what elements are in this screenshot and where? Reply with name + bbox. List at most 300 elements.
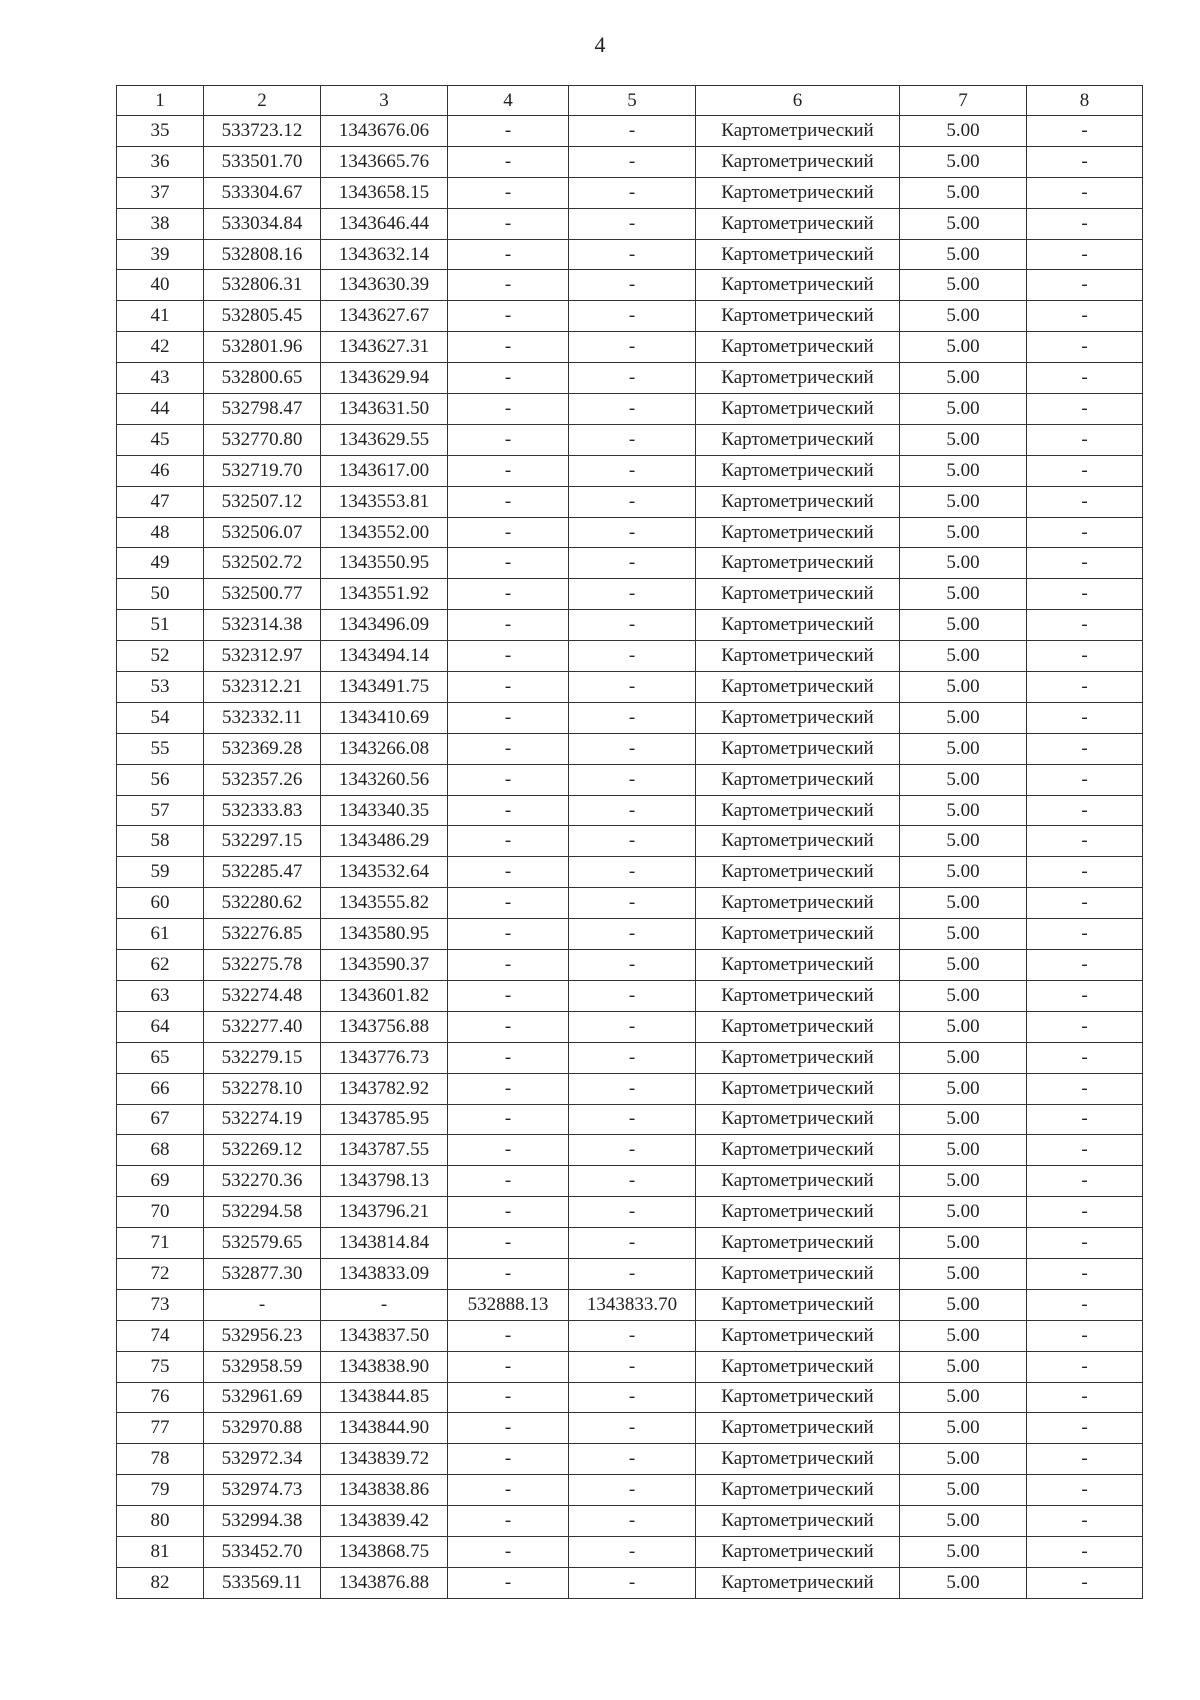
table-cell-col-2: 532502.72 xyxy=(204,548,321,579)
table-cell-col-7: 5.00 xyxy=(900,579,1027,610)
table-cell-col-3: 1343552.00 xyxy=(321,517,448,548)
table-cell-col-1: 45 xyxy=(117,424,204,455)
table-cell-col-2: 532808.16 xyxy=(204,239,321,270)
table-cell-col-3: 1343658.15 xyxy=(321,177,448,208)
table-cell-col-7: 5.00 xyxy=(900,641,1027,672)
table-row xyxy=(117,1228,1143,1259)
table-cell-col-8: - xyxy=(1027,1042,1143,1073)
table-cell-col-8: - xyxy=(1027,1166,1143,1197)
table-row xyxy=(117,363,1143,394)
table-cell-col-2: 532369.28 xyxy=(204,733,321,764)
table-cell-col-4: - xyxy=(448,1073,569,1104)
table-cell-col-3: 1343629.55 xyxy=(321,424,448,455)
table-cell-col-3: 1343838.90 xyxy=(321,1351,448,1382)
table-cell-col-7: 5.00 xyxy=(900,980,1027,1011)
table-cell-col-1: 73 xyxy=(117,1289,204,1320)
table-cell-col-1: 64 xyxy=(117,1011,204,1042)
table-cell-col-4: - xyxy=(448,733,569,764)
table-cell-col-7: 5.00 xyxy=(900,826,1027,857)
table-cell-col-5: - xyxy=(569,733,696,764)
table-cell-col-1: 52 xyxy=(117,641,204,672)
table-cell-col-6: Картометрический xyxy=(696,641,900,672)
table-cell-col-1: 81 xyxy=(117,1536,204,1567)
table-cell-col-6: Картометрический xyxy=(696,1536,900,1567)
table-cell-col-6: Картометрический xyxy=(696,826,900,857)
table-cell-col-6: Картометрический xyxy=(696,486,900,517)
table-cell-col-3: 1343833.09 xyxy=(321,1258,448,1289)
table-cell-col-2: 533034.84 xyxy=(204,208,321,239)
table-cell-col-6: Картометрический xyxy=(696,888,900,919)
table-cell-col-2: 532579.65 xyxy=(204,1228,321,1259)
table-cell-col-4: - xyxy=(448,1197,569,1228)
table-cell-col-4: - xyxy=(448,116,569,147)
table-row xyxy=(117,177,1143,208)
table-cell-col-8: - xyxy=(1027,486,1143,517)
table-cell-col-2: 532280.62 xyxy=(204,888,321,919)
table-cell-col-1: 59 xyxy=(117,857,204,888)
table-cell-col-8: - xyxy=(1027,919,1143,950)
table-cell-col-3: 1343756.88 xyxy=(321,1011,448,1042)
table-cell-col-8: - xyxy=(1027,733,1143,764)
table-cell-col-3: 1343839.42 xyxy=(321,1506,448,1537)
table-cell-col-4: 532888.13 xyxy=(448,1289,569,1320)
table-cell-col-2: 532805.45 xyxy=(204,301,321,332)
table-row xyxy=(117,610,1143,641)
table-cell-col-6: Картометрический xyxy=(696,332,900,363)
table-row xyxy=(117,1413,1143,1444)
table-cell-col-2: 532798.47 xyxy=(204,394,321,425)
table-cell-col-8: - xyxy=(1027,301,1143,332)
table-row xyxy=(117,1567,1143,1598)
header-row xyxy=(117,86,1143,116)
table-cell-col-7: 5.00 xyxy=(900,424,1027,455)
table-header xyxy=(117,86,1143,116)
table-cell-col-2: 533569.11 xyxy=(204,1567,321,1598)
table-row xyxy=(117,919,1143,950)
table-row xyxy=(117,116,1143,147)
table-cell-col-2: 532970.88 xyxy=(204,1413,321,1444)
table-row xyxy=(117,764,1143,795)
table-cell-col-7: 5.00 xyxy=(900,950,1027,981)
table-cell-col-6: Картометрический xyxy=(696,177,900,208)
table-cell-col-6: Картометрический xyxy=(696,1166,900,1197)
table-cell-col-8: - xyxy=(1027,1228,1143,1259)
table-cell-col-5: - xyxy=(569,672,696,703)
table-cell-col-8: - xyxy=(1027,116,1143,147)
table-cell-col-5: - xyxy=(569,1228,696,1259)
table-cell-col-1: 50 xyxy=(117,579,204,610)
table-cell-col-7: 5.00 xyxy=(900,1567,1027,1598)
table-cell-col-3: 1343340.35 xyxy=(321,795,448,826)
table-cell-col-6: Картометрический xyxy=(696,146,900,177)
table-cell-col-5: - xyxy=(569,116,696,147)
table-cell-col-7: 5.00 xyxy=(900,702,1027,733)
table-cell-col-5: - xyxy=(569,270,696,301)
table-cell-col-3: 1343496.09 xyxy=(321,610,448,641)
table-cell-col-5: - xyxy=(569,517,696,548)
table-cell-col-2: 533452.70 xyxy=(204,1536,321,1567)
table-cell-col-6: Картометрический xyxy=(696,702,900,733)
table-cell-col-4: - xyxy=(448,980,569,1011)
table-cell-col-1: 63 xyxy=(117,980,204,1011)
table-cell-col-3: 1343665.76 xyxy=(321,146,448,177)
table-row xyxy=(117,208,1143,239)
table-cell-col-5: - xyxy=(569,641,696,672)
table-cell-col-6: Картометрический xyxy=(696,301,900,332)
table-cell-col-1: 71 xyxy=(117,1228,204,1259)
table-cell-col-2: 533304.67 xyxy=(204,177,321,208)
table-cell-col-6: Картометрический xyxy=(696,1382,900,1413)
table-cell-col-4: - xyxy=(448,764,569,795)
table-cell-col-1: 49 xyxy=(117,548,204,579)
table-cell-col-3: 1343868.75 xyxy=(321,1536,448,1567)
table-cell-col-8: - xyxy=(1027,888,1143,919)
table-cell-col-2: 532278.10 xyxy=(204,1073,321,1104)
table-cell-col-2: 533501.70 xyxy=(204,146,321,177)
table-cell-col-3: 1343844.85 xyxy=(321,1382,448,1413)
table-cell-col-4: - xyxy=(448,424,569,455)
table-cell-col-3: 1343776.73 xyxy=(321,1042,448,1073)
table-cell-col-8: - xyxy=(1027,1197,1143,1228)
table-cell-col-3: 1343550.95 xyxy=(321,548,448,579)
table-cell-col-6: Картометрический xyxy=(696,1073,900,1104)
table-cell-col-4: - xyxy=(448,332,569,363)
table-cell-col-8: - xyxy=(1027,424,1143,455)
table-cell-col-3: - xyxy=(321,1289,448,1320)
table-cell-col-2: 532972.34 xyxy=(204,1444,321,1475)
table-cell-col-6: Картометрический xyxy=(696,424,900,455)
table-row xyxy=(117,1073,1143,1104)
table-cell-col-4: - xyxy=(448,888,569,919)
table-cell-col-5: - xyxy=(569,208,696,239)
table-cell-col-1: 66 xyxy=(117,1073,204,1104)
table-cell-col-8: - xyxy=(1027,1073,1143,1104)
column-header-3: 3 xyxy=(321,86,448,116)
table-cell-col-8: - xyxy=(1027,332,1143,363)
table-cell-col-2: 532974.73 xyxy=(204,1475,321,1506)
table-cell-col-4: - xyxy=(448,1536,569,1567)
table-cell-col-8: - xyxy=(1027,1567,1143,1598)
table-cell-col-6: Картометрический xyxy=(696,1413,900,1444)
table-cell-col-2: 532274.19 xyxy=(204,1104,321,1135)
table-cell-col-3: 1343676.06 xyxy=(321,116,448,147)
table-cell-col-5: - xyxy=(569,1567,696,1598)
table-cell-col-2: 532276.85 xyxy=(204,919,321,950)
table-cell-col-7: 5.00 xyxy=(900,1320,1027,1351)
table-cell-col-6: Картометрический xyxy=(696,363,900,394)
table-cell-col-1: 70 xyxy=(117,1197,204,1228)
table-cell-col-8: - xyxy=(1027,826,1143,857)
table-cell-col-5: - xyxy=(569,1166,696,1197)
table-cell-col-6: Картометрический xyxy=(696,764,900,795)
table-cell-col-7: 5.00 xyxy=(900,116,1027,147)
table-cell-col-6: Картометрический xyxy=(696,980,900,1011)
table-cell-col-2: 532314.38 xyxy=(204,610,321,641)
table-cell-col-3: 1343632.14 xyxy=(321,239,448,270)
table-cell-col-4: - xyxy=(448,208,569,239)
table-cell-col-3: 1343590.37 xyxy=(321,950,448,981)
table-cell-col-3: 1343260.56 xyxy=(321,764,448,795)
table-cell-col-4: - xyxy=(448,301,569,332)
table-cell-col-1: 41 xyxy=(117,301,204,332)
table-cell-col-7: 5.00 xyxy=(900,1197,1027,1228)
table-cell-col-1: 67 xyxy=(117,1104,204,1135)
table-cell-col-2: 532297.15 xyxy=(204,826,321,857)
table-row xyxy=(117,1135,1143,1166)
table-cell-col-2: 532806.31 xyxy=(204,270,321,301)
table-cell-col-1: 37 xyxy=(117,177,204,208)
table-cell-col-4: - xyxy=(448,795,569,826)
table-cell-col-1: 60 xyxy=(117,888,204,919)
table-cell-col-6: Картометрический xyxy=(696,239,900,270)
table-cell-col-3: 1343266.08 xyxy=(321,733,448,764)
table-cell-col-2: 532500.77 xyxy=(204,579,321,610)
coordinates-table xyxy=(116,85,1143,1599)
table-cell-col-2: 532294.58 xyxy=(204,1197,321,1228)
table-cell-col-1: 39 xyxy=(117,239,204,270)
table-cell-col-7: 5.00 xyxy=(900,363,1027,394)
table-cell-col-6: Картометрический xyxy=(696,455,900,486)
table-cell-col-5: - xyxy=(569,1536,696,1567)
table-row xyxy=(117,950,1143,981)
table-cell-col-5: - xyxy=(569,610,696,641)
table-cell-col-7: 5.00 xyxy=(900,764,1027,795)
table-cell-col-4: - xyxy=(448,826,569,857)
table-cell-col-3: 1343837.50 xyxy=(321,1320,448,1351)
table-cell-col-5: - xyxy=(569,795,696,826)
table-cell-col-3: 1343646.44 xyxy=(321,208,448,239)
table-cell-col-4: - xyxy=(448,1413,569,1444)
table-cell-col-1: 80 xyxy=(117,1506,204,1537)
table-cell-col-7: 5.00 xyxy=(900,1011,1027,1042)
table-row xyxy=(117,672,1143,703)
table-cell-col-4: - xyxy=(448,950,569,981)
table-row xyxy=(117,301,1143,332)
table-cell-col-2: 532357.26 xyxy=(204,764,321,795)
table-cell-col-5: - xyxy=(569,1011,696,1042)
table-cell-col-6: Картометрический xyxy=(696,517,900,548)
table-row xyxy=(117,239,1143,270)
table-row xyxy=(117,332,1143,363)
table-cell-col-7: 5.00 xyxy=(900,1104,1027,1135)
table-cell-col-4: - xyxy=(448,919,569,950)
table-row xyxy=(117,980,1143,1011)
table-cell-col-5: 1343833.70 xyxy=(569,1289,696,1320)
table-cell-col-7: 5.00 xyxy=(900,795,1027,826)
table-cell-col-2: 532801.96 xyxy=(204,332,321,363)
table-cell-col-4: - xyxy=(448,672,569,703)
table-cell-col-6: Картометрический xyxy=(696,1351,900,1382)
table-cell-col-6: Картометрический xyxy=(696,1289,900,1320)
table-row xyxy=(117,1258,1143,1289)
table-cell-col-3: 1343553.81 xyxy=(321,486,448,517)
column-header-6: 6 xyxy=(696,86,900,116)
table-cell-col-1: 40 xyxy=(117,270,204,301)
table-cell-col-8: - xyxy=(1027,1289,1143,1320)
table-cell-col-7: 5.00 xyxy=(900,1444,1027,1475)
table-cell-col-5: - xyxy=(569,424,696,455)
table-cell-col-8: - xyxy=(1027,455,1143,486)
table-cell-col-7: 5.00 xyxy=(900,1135,1027,1166)
table-cell-col-3: 1343580.95 xyxy=(321,919,448,950)
table-cell-col-7: 5.00 xyxy=(900,1413,1027,1444)
table-cell-col-5: - xyxy=(569,363,696,394)
table-cell-col-1: 79 xyxy=(117,1475,204,1506)
table-cell-col-5: - xyxy=(569,919,696,950)
table-cell-col-4: - xyxy=(448,1258,569,1289)
table-cell-col-1: 53 xyxy=(117,672,204,703)
table-cell-col-8: - xyxy=(1027,239,1143,270)
table-cell-col-1: 36 xyxy=(117,146,204,177)
table-cell-col-5: - xyxy=(569,1351,696,1382)
table-cell-col-3: 1343491.75 xyxy=(321,672,448,703)
column-header-2: 2 xyxy=(204,86,321,116)
table-cell-col-4: - xyxy=(448,1135,569,1166)
table-row xyxy=(117,548,1143,579)
table-cell-col-8: - xyxy=(1027,208,1143,239)
table-cell-col-1: 69 xyxy=(117,1166,204,1197)
table-cell-col-8: - xyxy=(1027,641,1143,672)
table-cell-col-7: 5.00 xyxy=(900,857,1027,888)
table-cell-col-7: 5.00 xyxy=(900,919,1027,950)
table-cell-col-6: Картометрический xyxy=(696,1475,900,1506)
table-row xyxy=(117,1011,1143,1042)
table-cell-col-7: 5.00 xyxy=(900,1475,1027,1506)
table-cell-col-1: 65 xyxy=(117,1042,204,1073)
table-cell-col-7: 5.00 xyxy=(900,394,1027,425)
table-cell-col-1: 48 xyxy=(117,517,204,548)
table-cell-col-3: 1343555.82 xyxy=(321,888,448,919)
table-cell-col-1: 61 xyxy=(117,919,204,950)
table-cell-col-5: - xyxy=(569,1506,696,1537)
table-cell-col-4: - xyxy=(448,548,569,579)
table-cell-col-8: - xyxy=(1027,1475,1143,1506)
table-cell-col-8: - xyxy=(1027,1536,1143,1567)
table-cell-col-3: 1343876.88 xyxy=(321,1567,448,1598)
table-cell-col-5: - xyxy=(569,1320,696,1351)
table-cell-col-6: Картометрический xyxy=(696,1444,900,1475)
table-cell-col-2: 532285.47 xyxy=(204,857,321,888)
table-cell-col-8: - xyxy=(1027,1413,1143,1444)
table-cell-col-6: Картометрический xyxy=(696,1567,900,1598)
table-cell-col-4: - xyxy=(448,1228,569,1259)
table-cell-col-1: 54 xyxy=(117,702,204,733)
table-cell-col-4: - xyxy=(448,517,569,548)
table-cell-col-1: 43 xyxy=(117,363,204,394)
table-row xyxy=(117,795,1143,826)
table-cell-col-5: - xyxy=(569,1475,696,1506)
table-cell-col-2: 532770.80 xyxy=(204,424,321,455)
table-cell-col-6: Картометрический xyxy=(696,394,900,425)
table-cell-col-2: 532270.36 xyxy=(204,1166,321,1197)
table-cell-col-1: 62 xyxy=(117,950,204,981)
table-cell-col-7: 5.00 xyxy=(900,1382,1027,1413)
table-cell-col-2: 532312.21 xyxy=(204,672,321,703)
table-cell-col-5: - xyxy=(569,980,696,1011)
table-row xyxy=(117,1320,1143,1351)
table-cell-col-7: 5.00 xyxy=(900,1073,1027,1104)
table-cell-col-3: 1343627.67 xyxy=(321,301,448,332)
table-cell-col-1: 55 xyxy=(117,733,204,764)
column-header-4: 4 xyxy=(448,86,569,116)
table-cell-col-1: 77 xyxy=(117,1413,204,1444)
column-header-1: 1 xyxy=(117,86,204,116)
table-cell-col-6: Картометрический xyxy=(696,610,900,641)
table-cell-col-1: 58 xyxy=(117,826,204,857)
table-cell-col-8: - xyxy=(1027,1351,1143,1382)
table-cell-col-2: - xyxy=(204,1289,321,1320)
table-cell-col-2: 532269.12 xyxy=(204,1135,321,1166)
table-row xyxy=(117,1289,1143,1320)
table-cell-col-4: - xyxy=(448,146,569,177)
table-cell-col-4: - xyxy=(448,394,569,425)
table-cell-col-6: Картометрический xyxy=(696,857,900,888)
table-cell-col-5: - xyxy=(569,301,696,332)
table-cell-col-2: 533723.12 xyxy=(204,116,321,147)
table-cell-col-5: - xyxy=(569,1382,696,1413)
table-cell-col-8: - xyxy=(1027,764,1143,795)
table-cell-col-5: - xyxy=(569,579,696,610)
table-cell-col-5: - xyxy=(569,702,696,733)
table-cell-col-7: 5.00 xyxy=(900,486,1027,517)
table-row xyxy=(117,826,1143,857)
table-cell-col-5: - xyxy=(569,857,696,888)
table-cell-col-6: Картометрический xyxy=(696,795,900,826)
table-cell-col-8: - xyxy=(1027,950,1143,981)
table-cell-col-4: - xyxy=(448,579,569,610)
table-cell-col-4: - xyxy=(448,702,569,733)
table-row xyxy=(117,579,1143,610)
table-cell-col-6: Картометрический xyxy=(696,1042,900,1073)
table-cell-col-4: - xyxy=(448,455,569,486)
table-cell-col-6: Картометрический xyxy=(696,1228,900,1259)
table-cell-col-5: - xyxy=(569,394,696,425)
table-cell-col-2: 532277.40 xyxy=(204,1011,321,1042)
table-row xyxy=(117,1444,1143,1475)
table-cell-col-6: Картометрический xyxy=(696,919,900,950)
table-row xyxy=(117,1506,1143,1537)
table-cell-col-6: Картометрический xyxy=(696,1258,900,1289)
table-cell-col-5: - xyxy=(569,548,696,579)
table-cell-col-8: - xyxy=(1027,1135,1143,1166)
table-cell-col-6: Картометрический xyxy=(696,1197,900,1228)
table-cell-col-3: 1343627.31 xyxy=(321,332,448,363)
table-cell-col-6: Картометрический xyxy=(696,208,900,239)
table-cell-col-5: - xyxy=(569,1104,696,1135)
table-cell-col-1: 42 xyxy=(117,332,204,363)
column-header-8: 8 xyxy=(1027,86,1143,116)
table-cell-col-6: Картометрический xyxy=(696,270,900,301)
table-row xyxy=(117,1104,1143,1135)
table-row xyxy=(117,857,1143,888)
table-cell-col-6: Картометрический xyxy=(696,733,900,764)
table-cell-col-4: - xyxy=(448,610,569,641)
table-cell-col-7: 5.00 xyxy=(900,270,1027,301)
table-cell-col-6: Картометрический xyxy=(696,1135,900,1166)
table-cell-col-1: 75 xyxy=(117,1351,204,1382)
table-cell-col-7: 5.00 xyxy=(900,1228,1027,1259)
table-cell-col-4: - xyxy=(448,1166,569,1197)
table-cell-col-1: 56 xyxy=(117,764,204,795)
table-cell-col-3: 1343844.90 xyxy=(321,1413,448,1444)
table-cell-col-4: - xyxy=(448,1104,569,1135)
table-cell-col-8: - xyxy=(1027,672,1143,703)
table-row xyxy=(117,1382,1143,1413)
table-cell-col-7: 5.00 xyxy=(900,146,1027,177)
table-cell-col-7: 5.00 xyxy=(900,332,1027,363)
table-cell-col-4: - xyxy=(448,1444,569,1475)
table-cell-col-7: 5.00 xyxy=(900,888,1027,919)
